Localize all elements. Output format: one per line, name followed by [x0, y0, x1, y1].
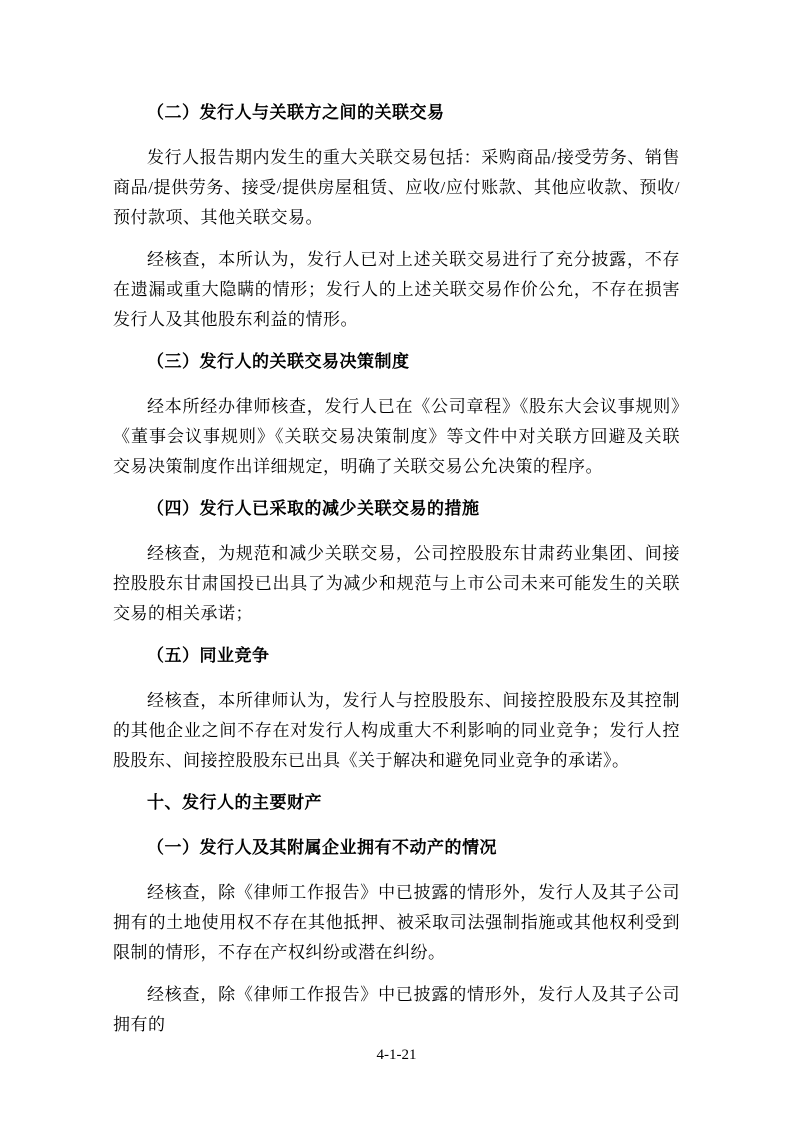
page-number: 4-1-21 [376, 1047, 417, 1063]
section-heading: （四）发行人已采取的减少关联交易的措施 [147, 499, 480, 518]
section-heading: （五）同业竞争 [147, 646, 270, 665]
body-paragraph: 经本所经办律师核查，发行人已在《公司章程》《股东大会议事规则》《董事会议事规则》《关联交易决策制度》等文件中对关联方回避及关联交易决策制度作出详细规定，明确了关联交易公允决策的程序。 [113, 397, 680, 476]
body-paragraph: 经核查，除《律师工作报告》中已披露的情形外，发行人及其子公司拥有的 [113, 985, 680, 1034]
section-heading: （三）发行人的关联交易决策制度 [147, 352, 410, 371]
body-paragraph: 经核查，本所认为，发行人已对上述关联交易进行了充分披露，不存在遗漏或重大隐瞒的情形；发行人的上述关联交易作价公允，不存在损害发行人及其他股东利益的情形。 [113, 250, 680, 329]
body-paragraph: 经核查，除《律师工作报告》中已披露的情形外，发行人及其子公司拥有的土地使用权不存在其他抵押、被采取司法强制指施或其他权利受到限制的情形，不存在产权纠纷或潜在纠纷。 [113, 883, 680, 962]
section-heading: （一）发行人及其附属企业拥有不动产的情况 [147, 838, 497, 857]
section-heading: 十、发行人的主要财产 [147, 793, 322, 812]
body-paragraph: 经核查，为规范和减少关联交易，公司控股股东甘肃药业集团、间接控股股东甘肃国投已出具了为减少和规范与上市公司未来可能发生的关联交易的相关承诺； [113, 544, 680, 623]
body-paragraph: 发行人报告期内发生的重大关联交易包括：采购商品/接受劳务、销售商品/提供劳务、接受/提供房屋租赁、应收/应付账款、其他应收款、预收/预付款项、其他关联交易。 [113, 148, 680, 227]
document-body [113, 98, 680, 1040]
section-heading: （二）发行人与关联方之间的关联交易 [147, 103, 445, 122]
body-paragraph: 经核查，本所律师认为，发行人与控股股东、间接控股股东及其控制的其他企业之间不存在对发行人构成重大不利影响的同业竞争；发行人控股股东、间接控股股东已出具《关于解决和避免同业竞争的承诺》。 [113, 691, 680, 770]
